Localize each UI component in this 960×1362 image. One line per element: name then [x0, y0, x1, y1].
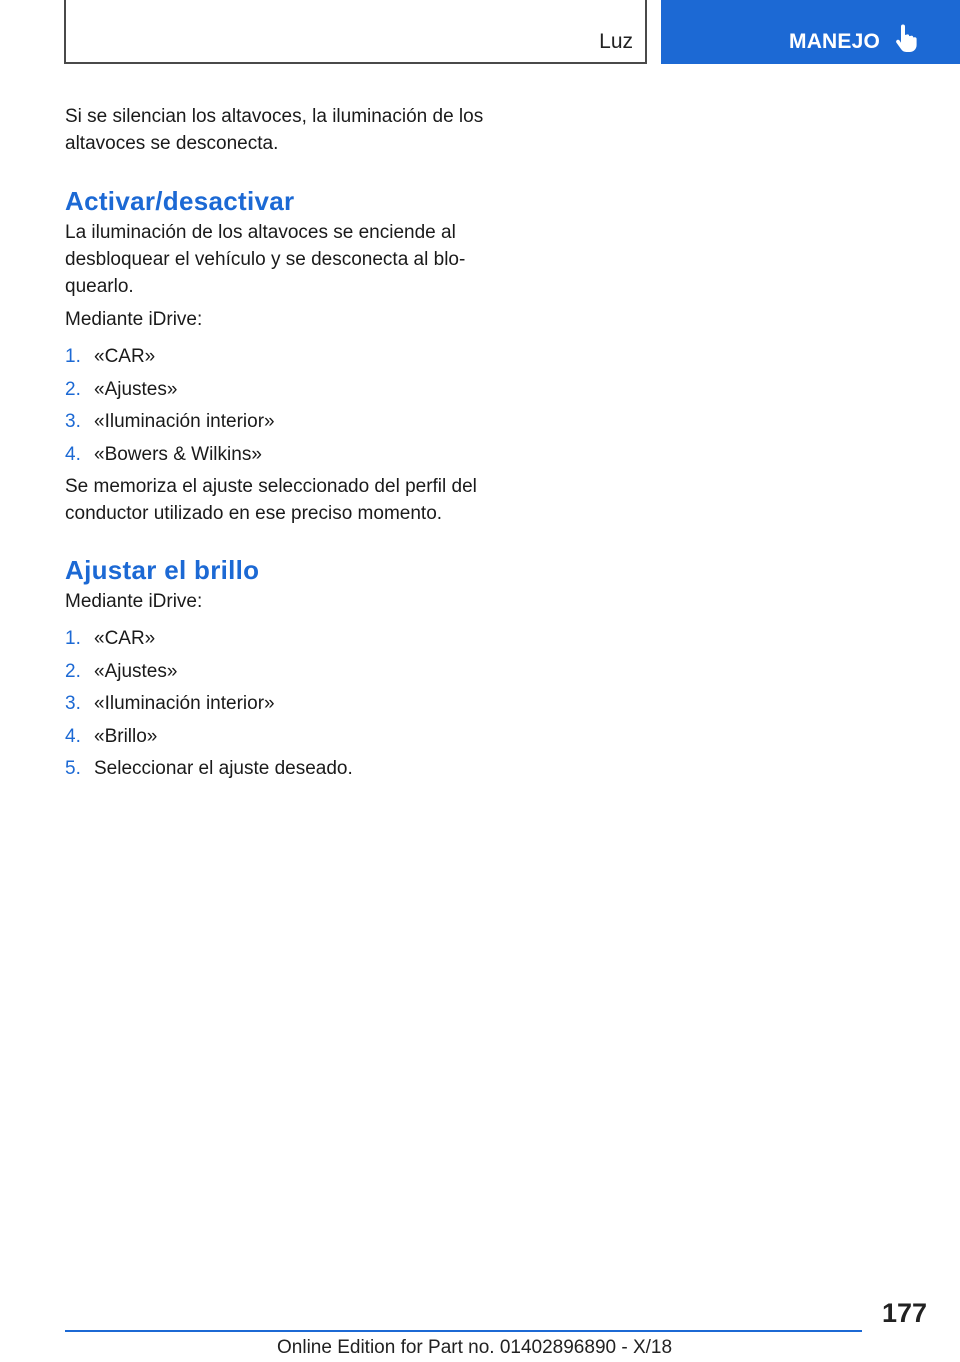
section1-paragraph: La iluminación de los altavoces se enciende al desbloquear el vehículo y se desconecta al bloquearlo. [65, 222, 466, 297]
pointing-hand-icon [895, 24, 919, 54]
heading-activar-desactivar: Activar/desactivar [65, 186, 295, 216]
list-item [65, 658, 495, 685]
list-item [65, 625, 495, 652]
list-item [65, 376, 495, 403]
list-item [65, 723, 495, 750]
step-number: 1. [65, 346, 81, 367]
step-number: 2. [65, 378, 81, 400]
step-number: 3. [65, 411, 81, 432]
list-item [65, 441, 495, 468]
step-number: 4. [65, 443, 81, 465]
step-text: «Brillo» [94, 725, 158, 747]
step-number: 5. [65, 758, 81, 779]
chapter-tab [661, 0, 960, 64]
header-section-box [64, 0, 647, 64]
section2-lead: Mediante iDrive: [65, 591, 203, 612]
footer-divider [65, 1330, 862, 1332]
list-item [65, 755, 495, 782]
page-number: 177 [881, 1298, 927, 1328]
section1-steps-list [65, 343, 495, 468]
section1-note: Se memoriza el ajuste seleccionado del perfil del conductor utilizado en ese preciso momento. [65, 476, 477, 524]
step-number: 1. [65, 628, 81, 649]
section2-steps-list [65, 625, 495, 782]
step-text: Seleccionar el ajuste deseado. [94, 758, 353, 779]
step-number: 3. [65, 693, 81, 714]
section1-lead: Mediante iDrive: [65, 309, 203, 330]
chapter-label: MANEJO [789, 30, 881, 53]
step-text: «CAR» [94, 628, 156, 649]
step-text: «Ajustes» [94, 660, 178, 682]
step-text: «Ajustes» [94, 378, 178, 400]
section-title: Luz [599, 30, 633, 53]
step-number: 2. [65, 660, 81, 682]
step-number: 4. [65, 725, 81, 747]
step-text: «Iluminación interior» [94, 693, 275, 714]
step-text: «CAR» [94, 346, 156, 367]
main-content [65, 103, 495, 788]
step-text: «Bowers & Wilkins» [94, 443, 262, 465]
list-item [65, 408, 495, 435]
step-text: «Iluminación interior» [94, 411, 275, 432]
list-item [65, 690, 495, 717]
edition-footer: Online Edition for Part no. 01402896890 - X/18 [277, 1337, 673, 1358]
intro-paragraph: Si se silencian los altavoces, la iluminación de los altavoces se desconecta. [65, 106, 484, 154]
list-item [65, 343, 495, 370]
heading-ajustar-brillo: Ajustar el brillo [65, 555, 260, 585]
